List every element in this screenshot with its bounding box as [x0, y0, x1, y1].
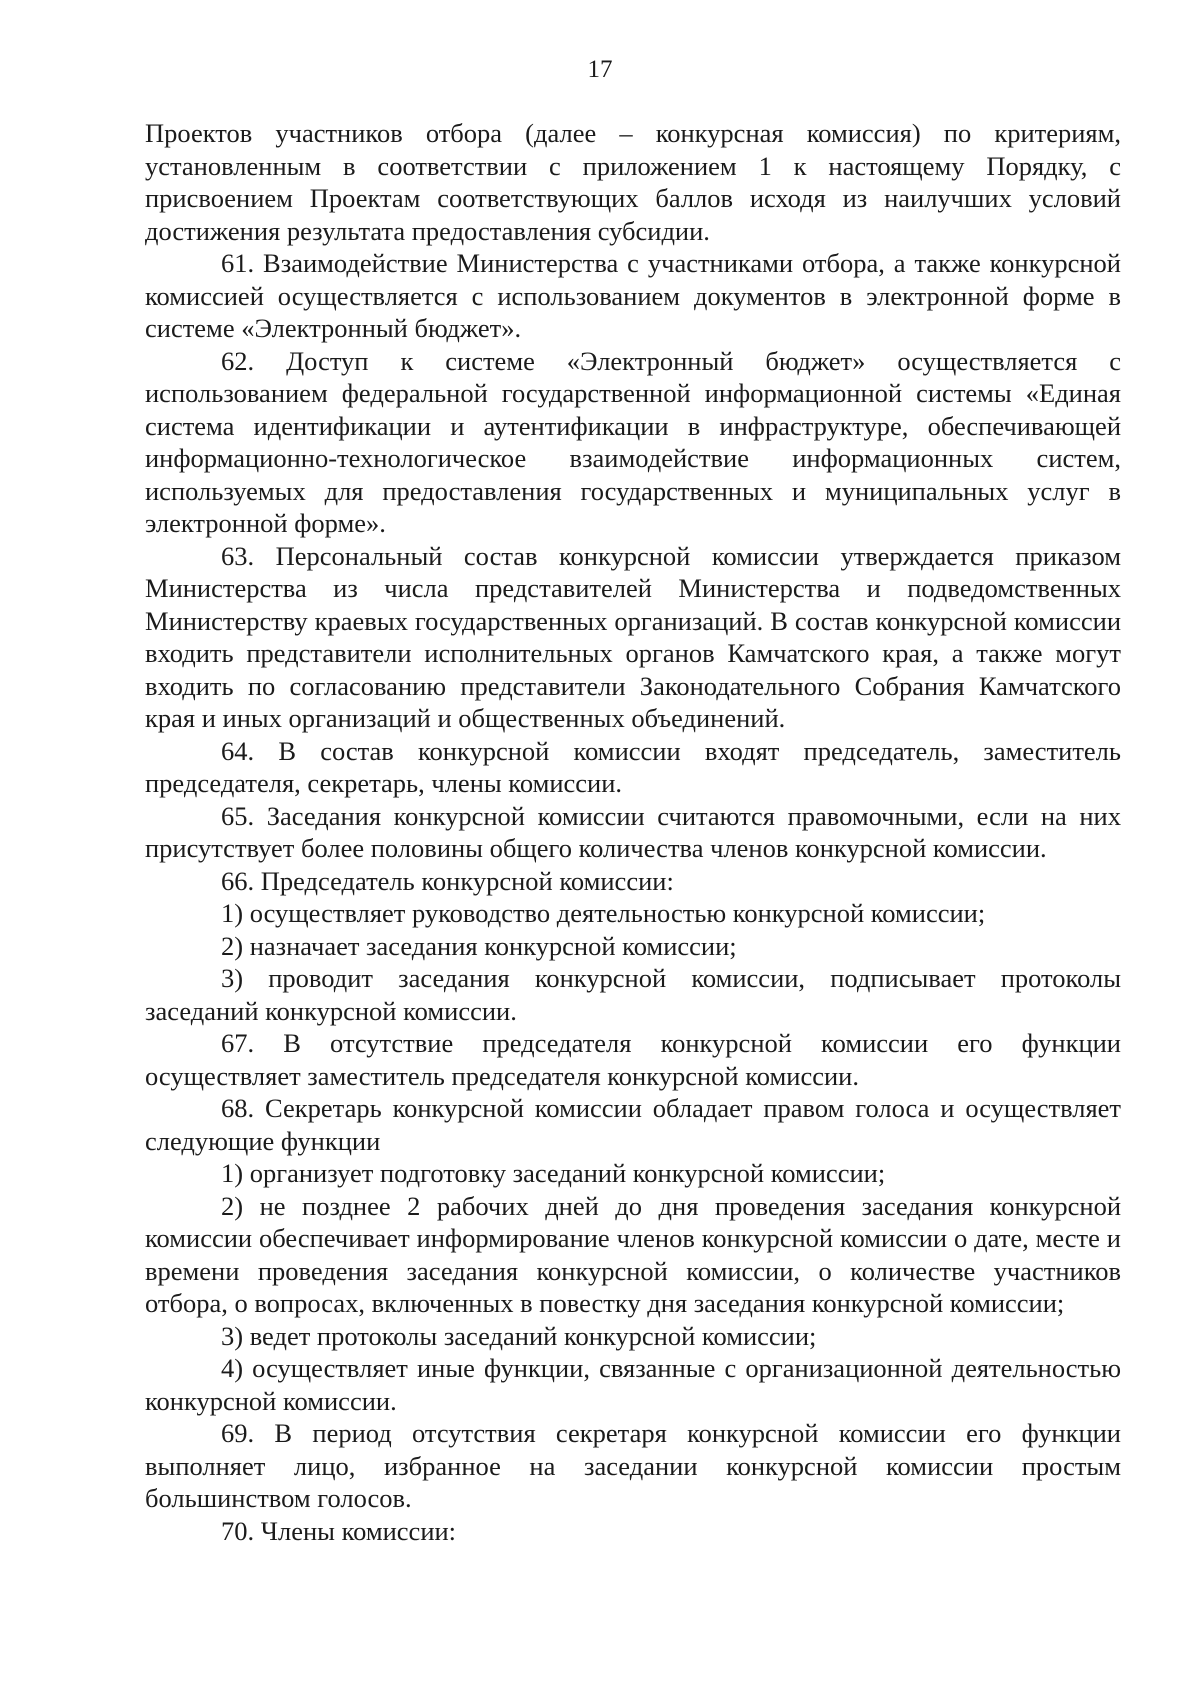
paragraph-68: 68. Секретарь конкурсной комиссии обладает правом голоса и осуществляет следующие функции: [145, 1093, 1121, 1156]
list-item-66-1: 1) осуществляет руководство деятельностью конкурсной комиссии;: [221, 898, 986, 928]
paragraph-61: 61. Взаимодействие Министерства с участниками отбора, а также конкурсной комиссией осуществляется с использованием документов в электронной форме в системе «Электронный бюджет».: [145, 248, 1121, 343]
list-item-66-2: 2) назначает заседания конкурсной комиссии;: [221, 930, 737, 961]
list-item-68-2: 2) не позднее 2 рабочих дней до дня проведения заседания конкурсной комиссии обеспечивает информирование членов конкурсной комиссии о дате, месте и времени проведения заседания конкурсной комиссии, о количестве участников отбора, о вопросах, включенных в повестку дня заседания конкурсной комиссии;: [145, 1190, 1121, 1318]
paragraph-70: 70. Члены комиссии:: [221, 1515, 457, 1546]
paragraph-continuation: Проектов участников отбора (далее – конкурсная комиссия) по критериям, установленным в соответствии с приложением 1 к настоящему Порядку, с присвоением Проектам соответствующих баллов исходя из наилучших условий достижения результата предоставления субсидии.: [145, 118, 1121, 246]
paragraph-62: 62. Доступ к системе «Электронный бюджет» осуществляется с использованием федеральной государственной информационной системы «Единая система идентификации и аутентификации в инфраструктуре, обеспечивающей информационно-технологическое взаимодействие информационных систем, используемых для предоставления государственных и муниципальных услуг в электронной форме».: [145, 345, 1121, 538]
list-item-68-3: 3) ведет протоколы заседаний конкурсной комиссии;: [221, 1320, 817, 1351]
document-body: [145, 117, 1121, 1547]
paragraph-63: 63. Персональный состав конкурсной комиссии утверждается приказом Министерства из числа представителей Министерства и подведомственных Министерству краевых государственных организаций. В состав конкурсной комиссии входить представители исполнительных органов Камчатского края, а также могут входить по согласованию представители Законодательного Собрания Камчатского края и иных организаций и общественных объединений.: [145, 540, 1121, 733]
paragraph-69: 69. В период отсутствия секретаря конкурсной комиссии его функции выполняет лицо, избранное на заседании конкурсной комиссии простым большинством голосов.: [145, 1418, 1121, 1513]
list-item-68-4: 4) осуществляет иные функции, связанные с организационной деятельностью конкурсной комиссии.: [145, 1353, 1121, 1416]
list-item-66-3: 3) проводит заседания конкурсной комиссии, подписывает протоколы заседаний конкурсной комиссии.: [145, 963, 1121, 1026]
paragraph-67: 67. В отсутствие председателя конкурсной комиссии его функции осуществляет заместитель председателя конкурсной комиссии.: [145, 1028, 1121, 1091]
paragraph-64: 64. В состав конкурсной комиссии входят председатель, заместитель председателя, секретарь, члены комиссии.: [145, 735, 1121, 798]
paragraph-66: 66. Председатель конкурсной комиссии:: [221, 865, 674, 896]
paragraph-65: 65. Заседания конкурсной комиссии считаются правомочными, если на них присутствует более половины общего количества членов конкурсной комиссии.: [145, 800, 1121, 863]
list-item-68-1: 1) организует подготовку заседаний конкурсной комиссии;: [221, 1158, 886, 1188]
page-number: 17: [587, 56, 613, 83]
